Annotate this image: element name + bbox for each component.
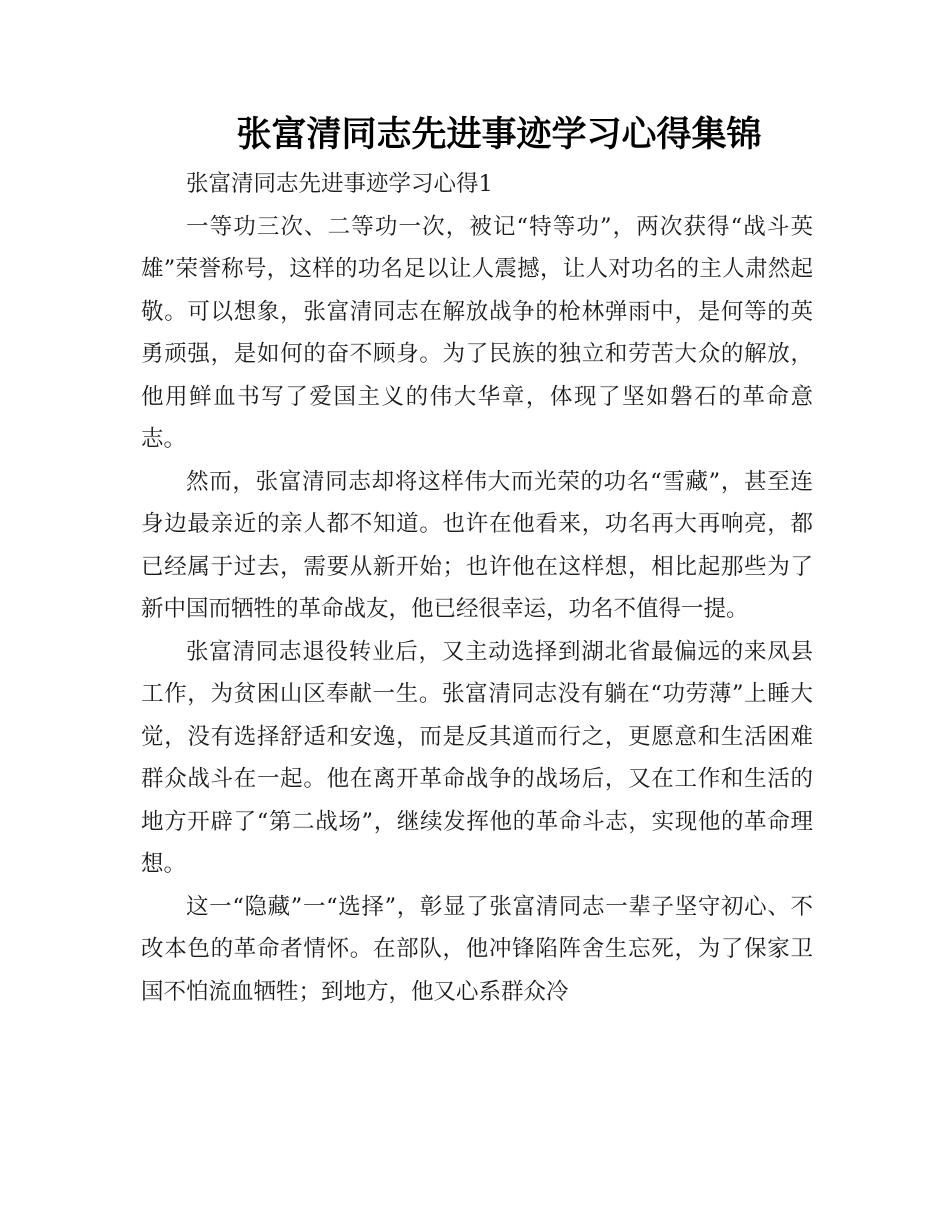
paragraph-2: 然而，张富清同志却将这样伟大而光荣的功名“雪藏”，甚至连身边最亲近的亲人都不知道。也许在他看来，功名再大再响亮，都已经属于过去，需要从新开始；也许他在这样想，相比起那些为了新中国而牺牲的革命战友，他已经很幸运，功名不值得一提。 xyxy=(141,468,813,622)
document-title: 张富清同志先进事迹学习心得集锦 xyxy=(236,114,762,155)
paragraph-4: 这一“隐藏”一“选择”，彰显了张富清同志一辈子坚守初心、不改本色的革命者情怀。在部队，他冲锋陷阵舍生忘死，为了保家卫国不怕流血牺牲；到地方，他又心系群众冷 xyxy=(141,893,813,1005)
paragraph-1: 一等功三次、二等功一次，被记“特等功”，两次获得“战斗英雄”荣誉称号，这样的功名足以让人震撼，让人对功名的主人肃然起敬。可以想象，张富清同志在解放战争的枪林弹雨中，是何等的英勇顽强，是如何的奋不顾身。为了民族的独立和劳苦大众的解放，他用鲜血书写了爱国主义的伟大华章，体现了坚如磐石的革命意志。 xyxy=(141,213,813,452)
paragraph-3: 张富清同志退役转业后，又主动选择到湖北省最偏远的来凤县工作，为贫困山区奉献一生。张富清同志没有躺在“功劳薄”上睡大觉，没有选择舒适和安逸，而是反其道而行之，更愿意和生活困难群众战斗在一起。他在离开革命战争的战场后，又在工作和生活的地方开辟了“第二战场”，继续发挥他的革命斗志，实现他的革命理想。 xyxy=(141,638,813,877)
document-body xyxy=(141,163,813,1013)
section-heading: 张富清同志先进事迹学习心得1 xyxy=(186,171,493,197)
